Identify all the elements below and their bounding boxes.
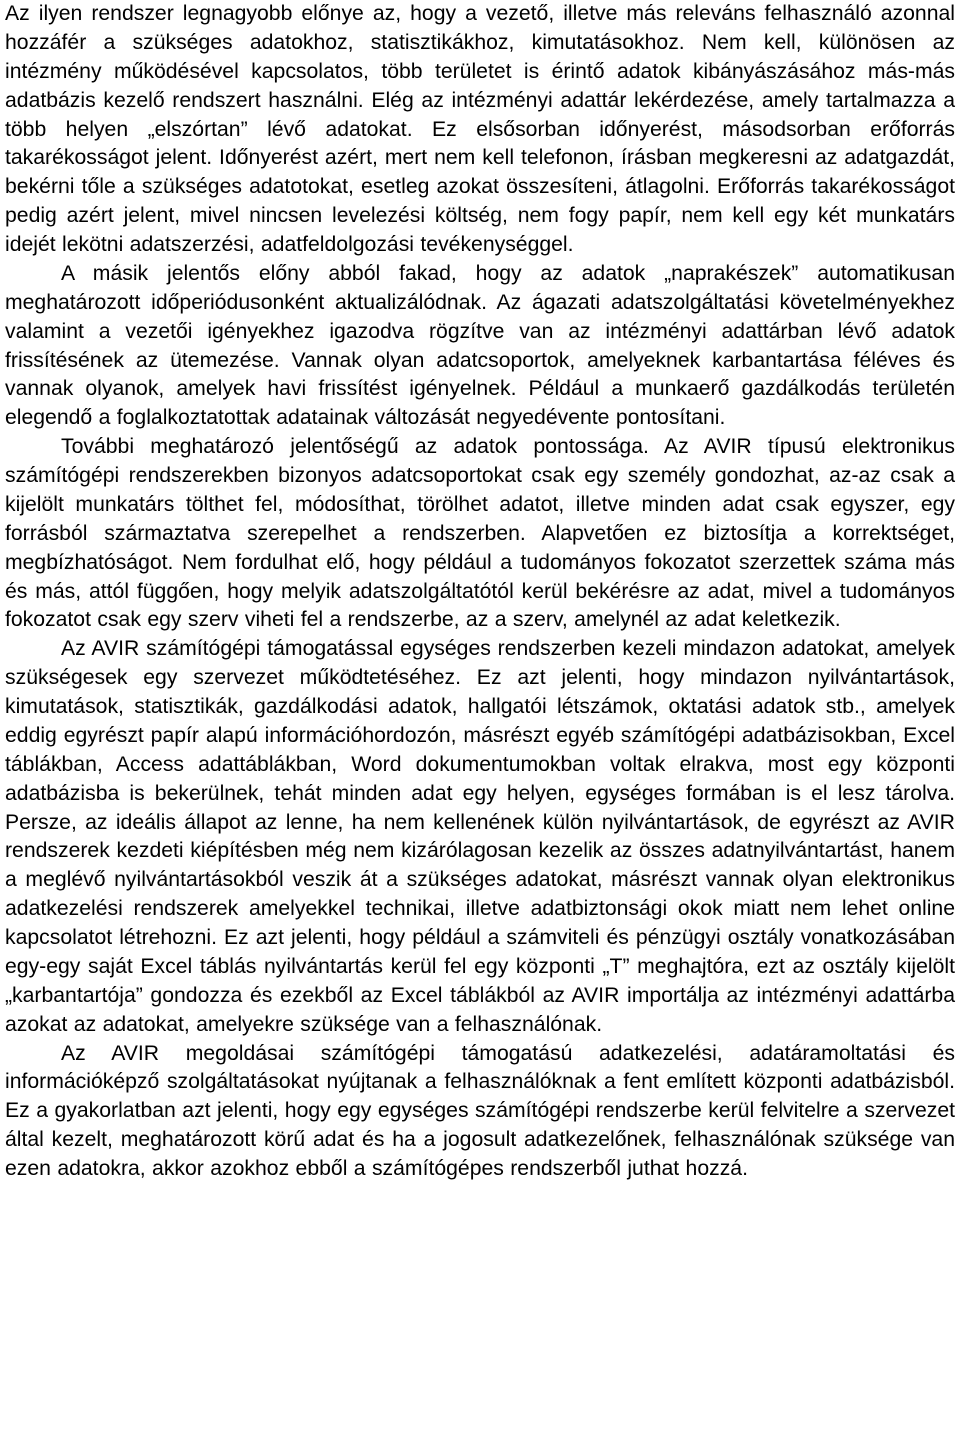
paragraph-advantage-access: Az ilyen rendszer legnagyobb előnye az, hogy a vezető, illetve más releváns felhasználó azonnal hozzáfér a szükséges adatokhoz, statisztikákhoz, kimutatásokhoz. Nem kell, különösen az intézmény működésével kapcsolatos, több területet is érintő adatok kibányászásához más-más adatbázis kezelő rendszert használni. Elég az intézményi adattár lekérdezése, amely tartalmazza a több helyen „elszórtan” lévő adatokat. Ez elsősorban időnyerést, másodsorban erőforrás takarékosságot jelent. Időnyerést azért, mert nem kell telefonon, írásban megkeresni az adatgazdát, bekérni tőle a szükséges adatotokat, esetleg azokat összesíteni, átlagolni. Erőforrás takarékosságot pedig azért jelent, mivel nincsen levelezési költség, nem fogy papír, nem kell egy két munkatárs idejét lekötni adatszerzési, adatfeldolgozási tevékenységgel.	[5, 2, 955, 256]
paragraph-data-accuracy: További meghatározó jelentőségű az adatok pontossága. Az AVIR típusú elektronikus számítógépi rendszerekben bizonyos adatcsoportokat csak egy személy gondozhat, az-az csak a kijelölt munkatárs tölthet fel, módosíthat, törölhet adatot, illetve minden adat csak egyszer, egy forrásból származtatva szerepelhet a rendszerben. Alapvetően ez biztosítja a korrektséget, megbízhatóságot. Nem fordulhat elő, hogy például a tudományos fokozatot szerzettek száma más és más, attól függően, hogy melyik adatszolgáltatótól kerül bekérésre az adat, mivel a tudományos fokozatot csak egy szerv viheti fel a rendszerbe, az a szerv, amelynél az adat keletkezik.	[5, 435, 955, 632]
paragraph-avir-unified-system: Az AVIR számítógépi támogatással egységes rendszerben kezeli mindazon adatokat, amelyek szükségesek egy szervezet működtetéséhez. Ez azt jelenti, hogy mindazon nyilvántartások, kimutatások, statisztikák, gazdálkodási adatok, hallgatói létszámok, oktatási adatok stb., amelyek eddig egyrészt papír alapú információhordozón, másrészt egyéb számítógépi adatbázisokban, Excel táblákban, Access adattáblákban, Word dokumentumokban voltak elrakva, most egy központi adatbázisba is bekerülnek, tehát minden adat egy helyen, egységes formában is el lesz tárolva. Persze, az ideális állapot az lenne, ha nem kellenének külön nyilvántartások, de egyrészt az AVIR rendszerek kezdeti kiépítésben még nem kizárólagosan kezelik az összes adatnyilvántartást, hanem a meglévő nyilvántartásokból veszik át a szükséges adatokat, másrészt vannak olyan elektronikus adatkezelési rendszerek amelyekkel technikai, illetve adatbiztonsági okok miatt nem lehet online kapcsolatot létrehozni. Ez azt jelenti, hogy például a számviteli és pénzügyi osztály vonatkozásában egy-egy saját Excel táblás nyilvántartás kerül fel egy központi „T” meghajtóra, ezt az osztály kijelölt „karbantartója” gondozza és ezekből az Excel táblákból az AVIR importálja az intézményi adattárba azokat az adatokat, amelyekre szüksége van a felhasználónak.	[5, 637, 955, 1036]
paragraph-advantage-up-to-date: A másik jelentős előny abból fakad, hogy az adatok „naprakészek” automatikusan meghatározott időperiódusonként aktualizálódnak. Az ágazati adatszolgáltatási követelményekhez valamint a vezetői igényekhez igazodva rögzítve van az intézményi adattárban lévő adatok frissítésének az ütemezése. Vannak olyan adatcsoportok, amelyeknek karbantartása féléves és vannak olyanok, amelyek havi frissítést igényelnek. Például a munkaerő gazdálkodás területén elegendő a foglalkoztatottak adatainak változását negyedévente pontosítani.	[5, 261, 955, 430]
paragraph-avir-services: Az AVIR megoldásai számítógépi támogatású adatkezelési, adatáramoltatási és információképző szolgáltatásokat nyújtanak a felhasználóknak a fent említett központi adatbázisból. Ez a gyakorlatban azt jelenti, hogy egy egységes számítógépi rendszerbe kerül felvitelre a szervezet által kezelt, meghatározott körű adat és ha a jogosult adatkezelőnek, felhasználónak szüksége van ezen adatokra, akkor azokhoz ebből a számítógépes rendszerből juthat hozzá.	[5, 1041, 955, 1180]
